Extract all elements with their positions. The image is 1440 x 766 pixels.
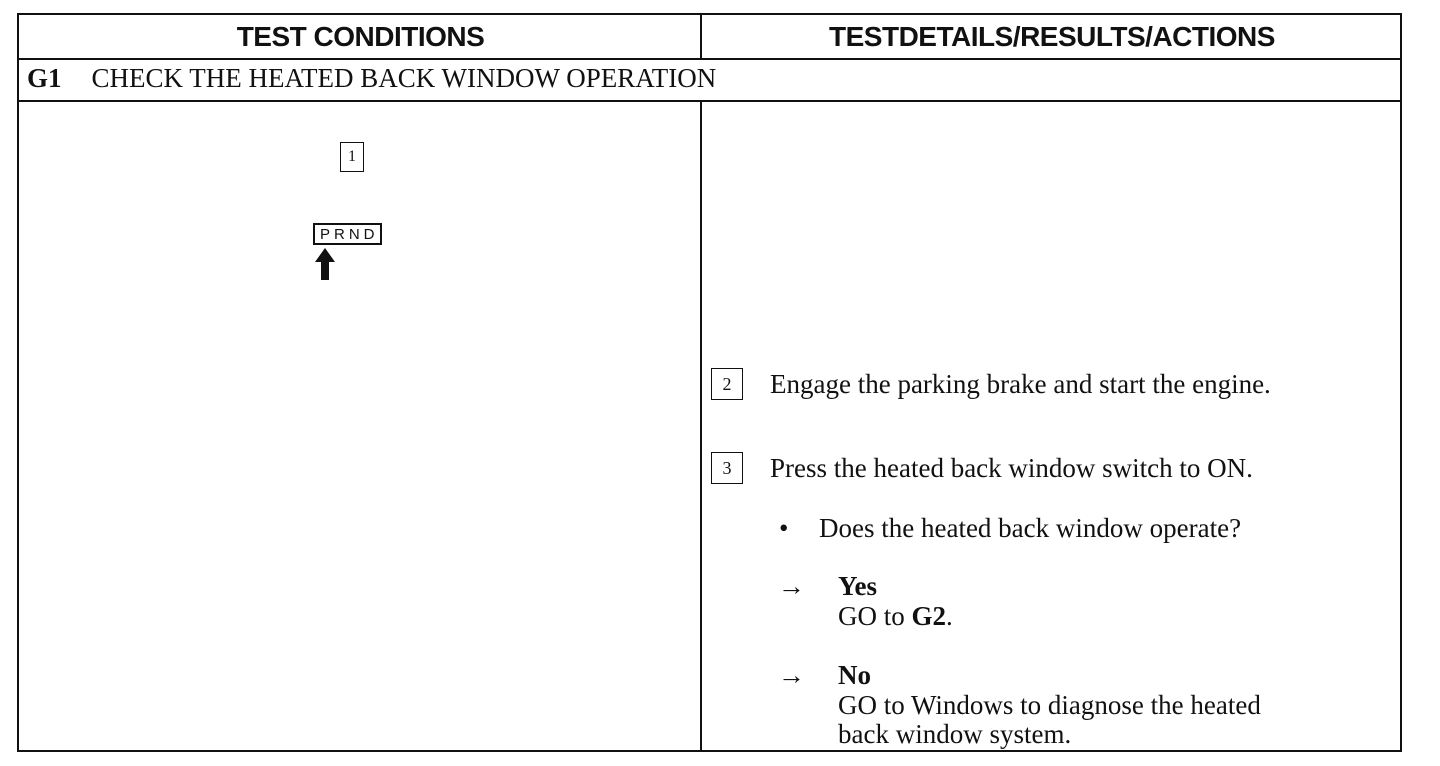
no-label: No [838, 660, 871, 690]
arrow-up-icon [314, 247, 336, 281]
step-3-text: Press the heated back window switch to ON. [770, 453, 1253, 483]
section-heading [27, 63, 716, 94]
header-divider [19, 58, 1400, 60]
yes-label: Yes [838, 571, 877, 601]
header-test-details: TESTDETAILS/RESULTS/ACTIONS [829, 20, 1275, 52]
no-action-line-2: back window system. [838, 719, 1072, 749]
question-text: Does the heated back window operate? [819, 513, 1242, 543]
yes-arrow-icon: → [778, 571, 805, 601]
step-1-box: 1 [340, 142, 364, 172]
question-bullet: • [779, 513, 789, 543]
yes-action-prefix: GO to [838, 601, 912, 631]
gear-selector-indicator: PRND [313, 223, 382, 245]
step-2-box: 2 [711, 368, 743, 400]
no-arrow-icon: → [778, 660, 805, 690]
yes-action-target: G2 [911, 601, 947, 631]
body-column-divider [700, 100, 702, 750]
section-title: CHECK THE HEATED BACK WINDOW OPERATION [91, 63, 717, 93]
no-action-line-1: GO to Windows to diagnose the heated [838, 690, 1261, 720]
header-test-conditions: TEST CONDITIONS [236, 20, 485, 52]
header-column-divider [700, 15, 702, 58]
yes-action [838, 601, 953, 631]
yes-action-suffix: . [946, 601, 953, 631]
step-3-box: 3 [711, 452, 743, 484]
section-divider [19, 100, 1400, 102]
section-code: G1 [27, 63, 62, 93]
step-2-text: Engage the parking brake and start the engine. [770, 369, 1271, 399]
test-table [17, 13, 1402, 752]
